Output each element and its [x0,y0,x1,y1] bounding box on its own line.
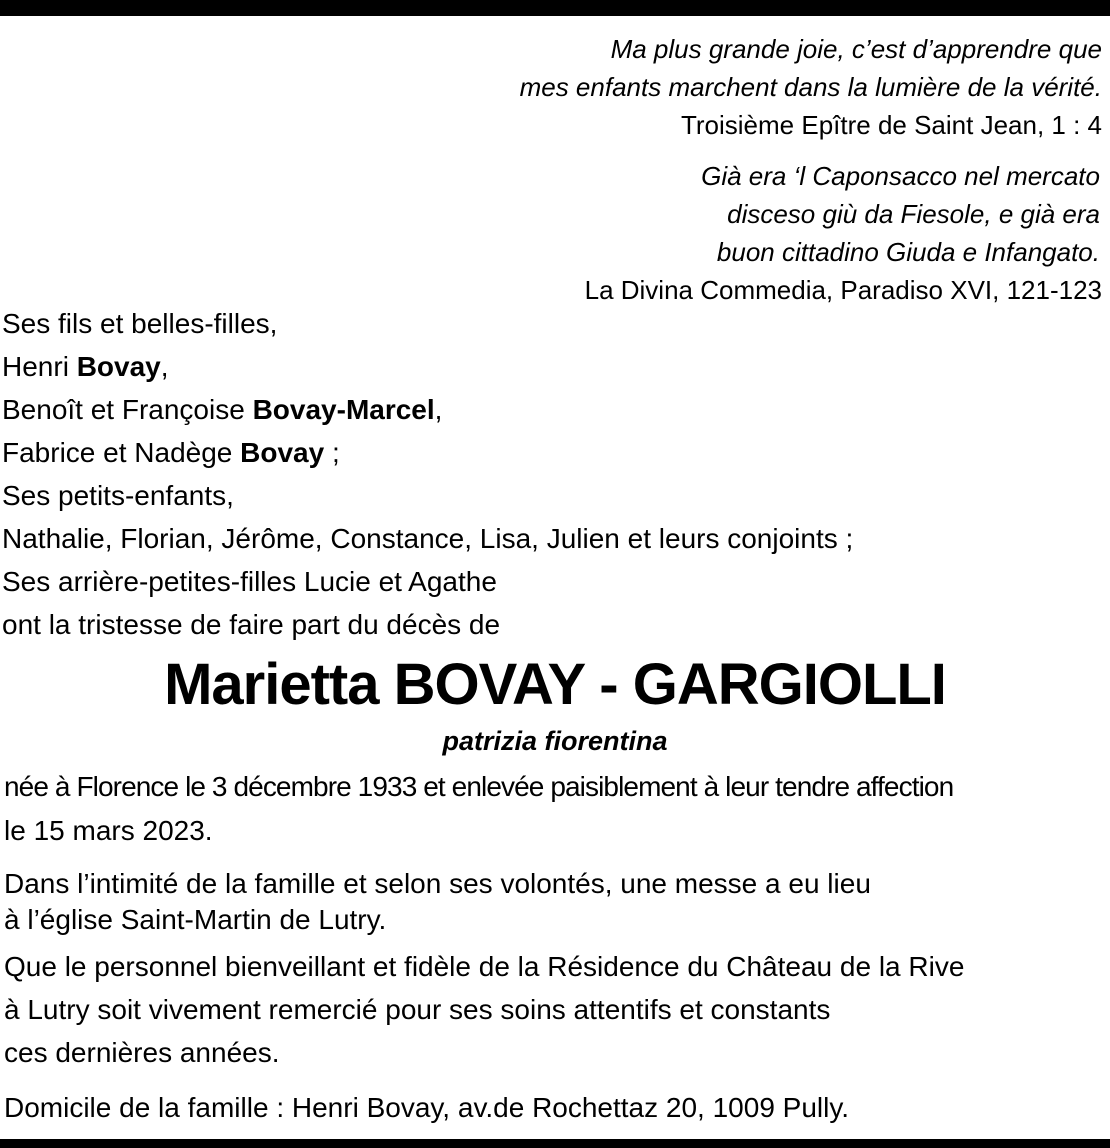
bible-quote-line-1: Ma plus grande joie, c’est d’apprendre que [610,34,1102,64]
announcement-text: ont la tristesse de faire part du décès de [2,609,501,640]
thanks-line-1: Que le personnel bienveillant et fidèle de la Résidence du Château de la Rive [4,951,965,982]
son-benoit-punct: , [434,394,443,425]
deceased-name: Marietta BOVAY - GARGIOLLI [164,652,946,717]
son-benoit-given: Benoît et Françoise [2,394,253,425]
sons-heading: Ses fils et belles-filles, [2,308,278,339]
dante-quote-line-3: buon cittadino Giuda e Infangato. [716,237,1100,267]
son-fabrice-given: Fabrice et Nadège [2,437,241,468]
grandchildren-heading: Ses petits-enfants, [2,480,234,511]
son-henri [2,345,853,388]
great-grandchildren: Ses arrière-petites-filles Lucie et Agathe [2,566,497,597]
family-domicile: Domicile de la famille : Henri Bovay, av.de Rochettaz 20, 1009 Pully. [4,1092,850,1123]
son-henri-given: Henri [2,351,77,382]
birth-line-1: née à Florence le 3 décembre 1933 et enlevée paisiblement à leur tendre affection [4,771,954,802]
thanks-paragraph [4,945,964,1074]
dante-quote-line-2: disceso giù da Fiesole, e già era [727,199,1100,229]
ceremony-paragraph [4,866,871,938]
deceased-title: patrizia fiorentina [442,726,668,756]
birth-death-text [4,765,953,853]
son-fabrice-surname: Bovay [240,437,325,468]
son-benoit [2,388,853,431]
dante-quote-source: La Divina Commedia, Paradiso XVI, 121-123 [584,275,1102,305]
grandchildren-names: Nathalie, Florian, Jérôme, Constance, Lisa, Julien et leurs conjoints ; [2,523,854,554]
birth-line-2: le 15 mars 2023. [4,815,213,846]
dante-quote [585,157,1100,309]
son-fabrice-punct: ; [324,437,340,468]
bible-quote-source: Troisième Epître de Saint Jean, 1 : 4 [680,110,1102,140]
bible-quote [520,30,1102,144]
son-benoit-surname: Bovay-Marcel [252,394,435,425]
top-border-rule [0,0,1110,16]
son-henri-punct: , [160,351,169,382]
ceremony-line-1: Dans l’intimité de la famille et selon ses volontés, une messe a eu lieu [4,868,871,899]
ceremony-line-2: à l’église Saint-Martin de Lutry. [4,904,387,935]
bottom-border-rule [0,1139,1110,1148]
family-list [2,302,853,646]
thanks-line-2: à Lutry soit vivement remercié pour ses soins attentifs et constants [4,994,831,1025]
son-henri-surname: Bovay [76,351,161,382]
bible-quote-line-2: mes enfants marchent dans la lumière de la vérité. [519,72,1102,102]
son-fabrice [2,431,853,474]
dante-quote-line-1: Già era ‘l Caponsacco nel mercato [701,161,1100,191]
thanks-line-3: ces dernières années. [4,1037,280,1068]
